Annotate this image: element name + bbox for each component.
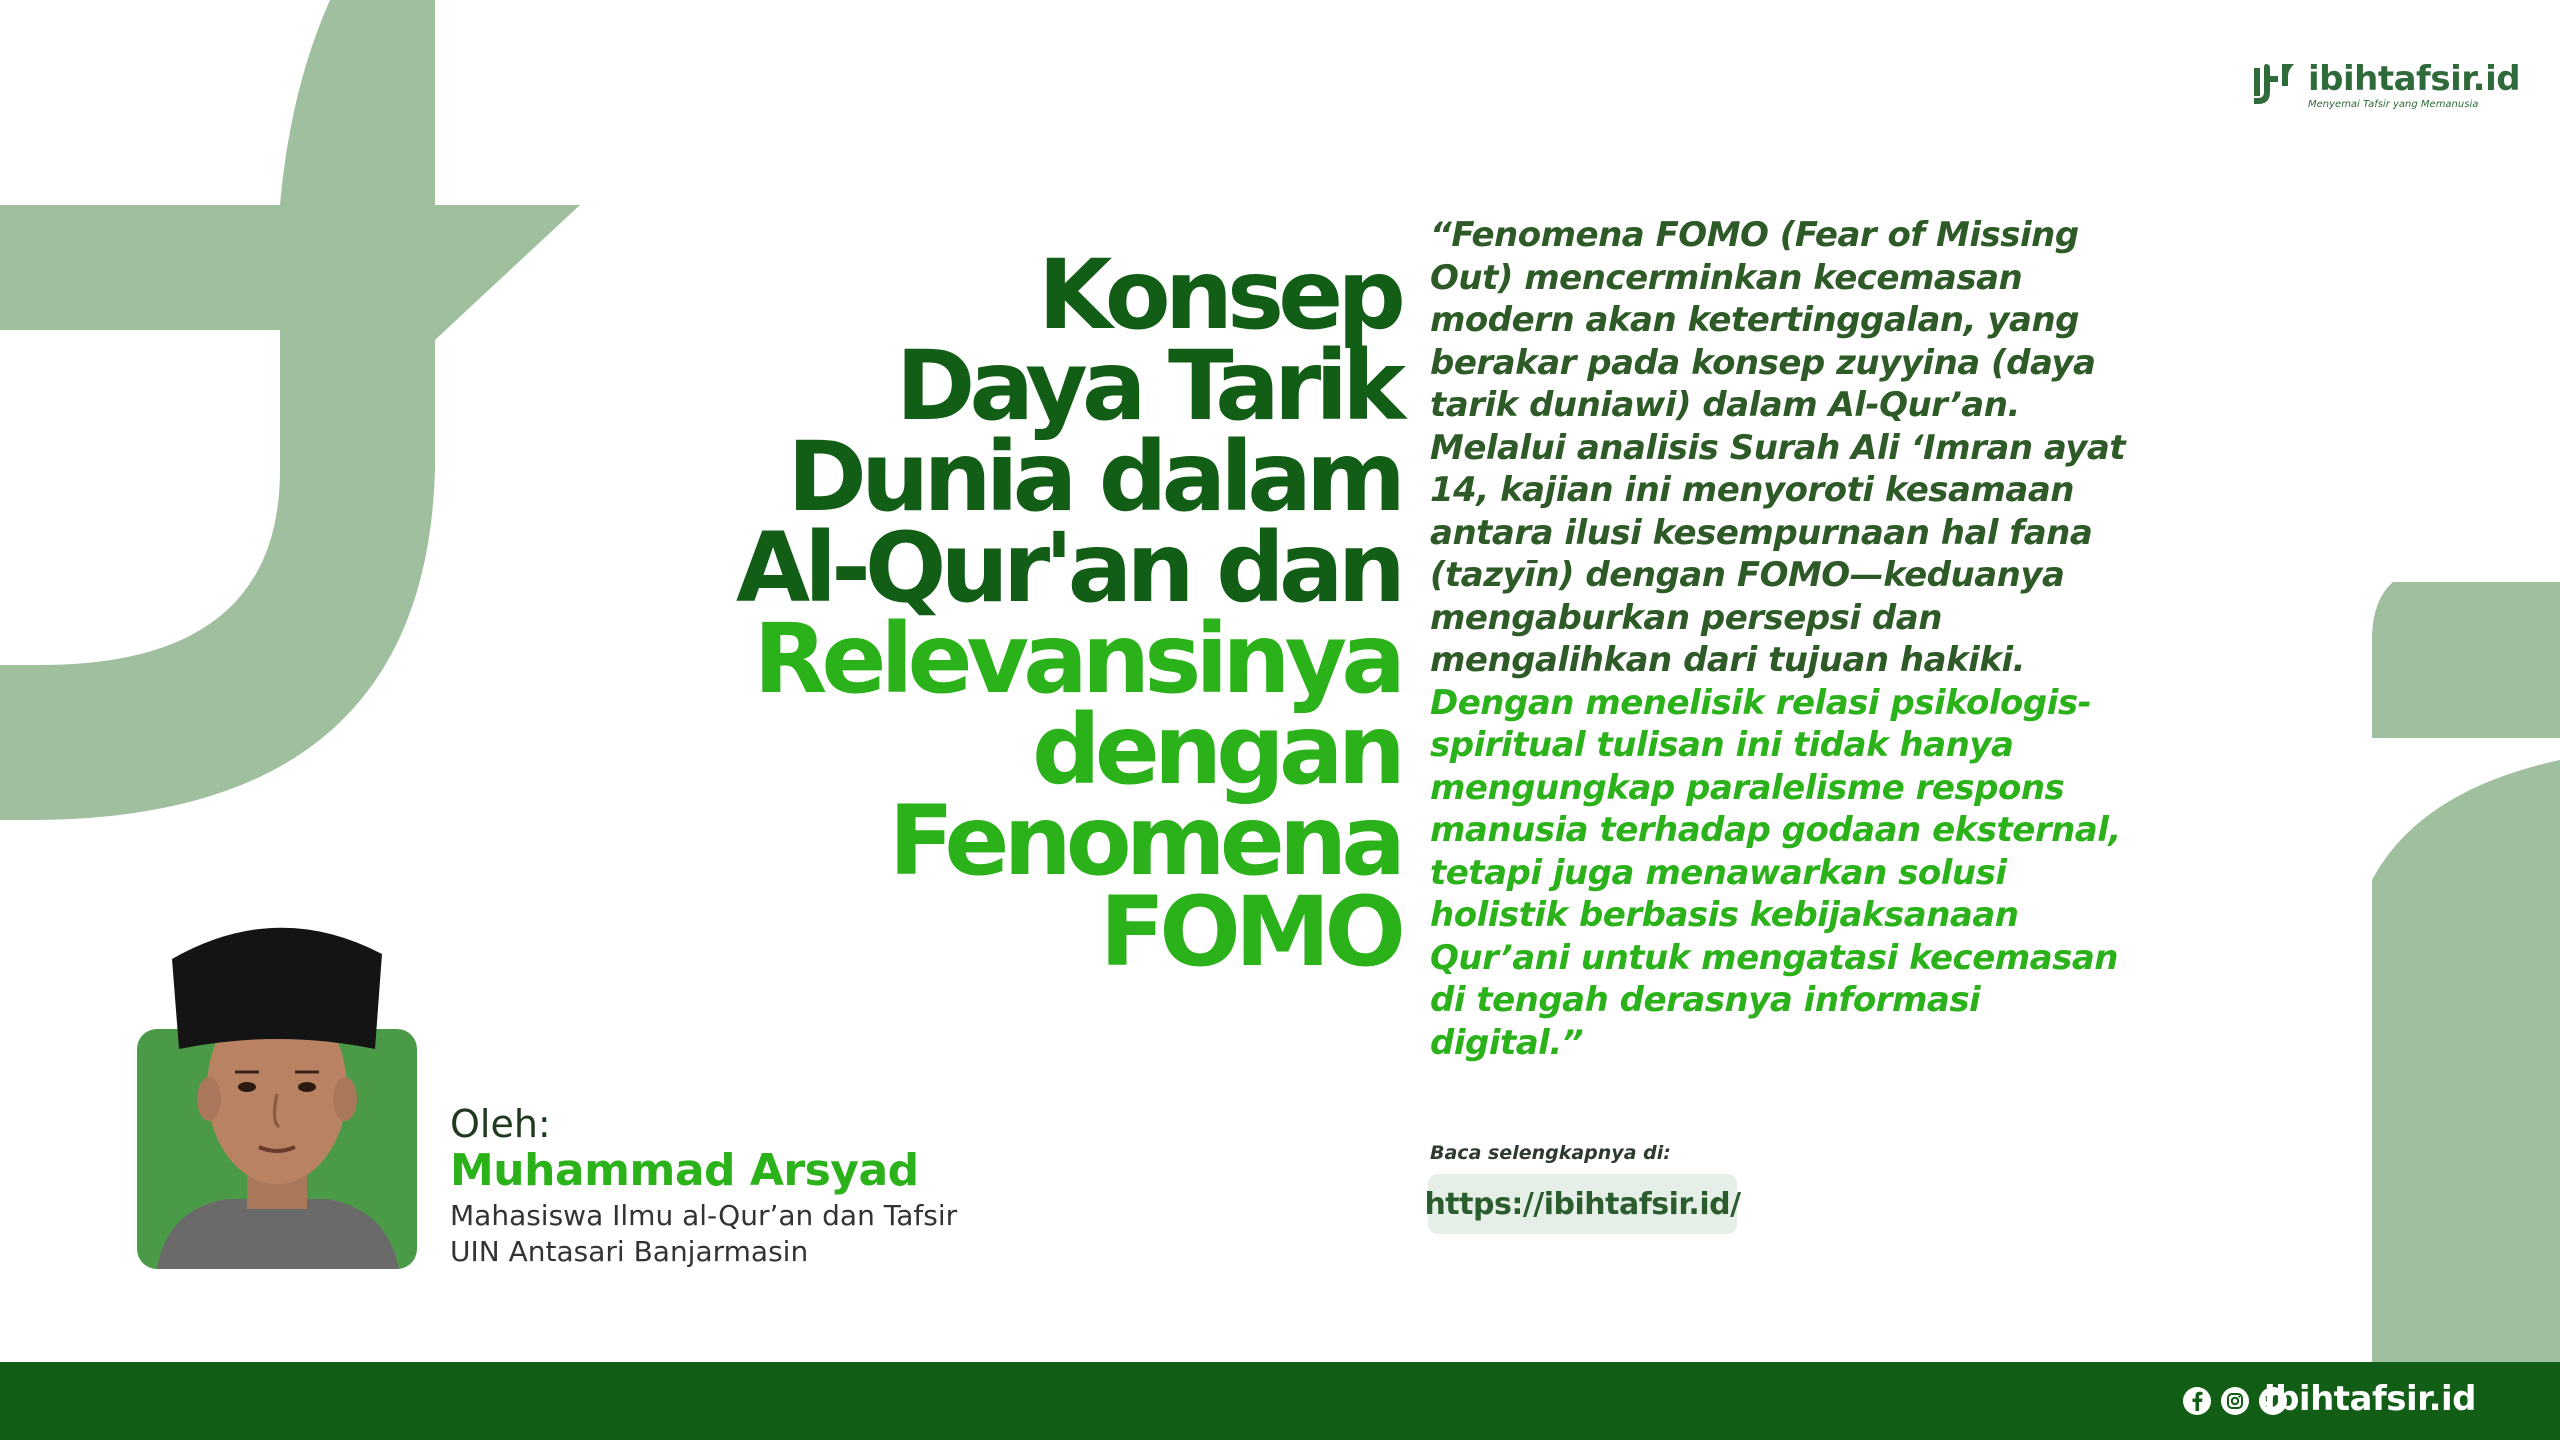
article-title — [735, 239, 1400, 988]
author-prefix: Oleh: — [450, 1102, 551, 1146]
quote-part-1: “Fenomena FOMO (Fear of Missing Out) mencerminkan kecemasan modern akan ketertinggalan, yang berakar pada konsep zuyyina (daya tarik duniawi) dalam Al-Qur’an. Melalui analisis Surah Ali ‘Imran ayat 14, kajian ini menyoroti kesamaan antara ilusi kesempurnaan hal fana (tazyīn) dengan FOMO—keduanya mengaburkan persepsi dan mengalihkan dari tujuan hakiki. — [1430, 215, 2126, 680]
instagram-icon[interactable] — [2220, 1386, 2250, 1416]
author-affiliation-line: UIN Antasari Banjarmasin — [450, 1235, 809, 1268]
title-line: Konsep — [1038, 239, 1400, 351]
title-line: Daya Tarik — [895, 330, 1400, 442]
footer-bar — [0, 1362, 2560, 1440]
title-line: Al-Qur'an dan — [735, 512, 1400, 624]
author-photo — [137, 909, 417, 1269]
author-affiliation-line: Mahasiswa Ilmu al-Qur’an dan Tafsir — [450, 1199, 958, 1232]
author-name: Muhammad Arsyad — [450, 1145, 919, 1196]
article-quote — [1430, 214, 2130, 1064]
title-line-highlight: FOMO — [1099, 876, 1400, 988]
title-line: Dunia dalam — [787, 421, 1400, 533]
logo-name: ibihtafsir.id — [2308, 59, 2521, 99]
title-line-highlight: dengan — [1031, 694, 1400, 806]
author-affiliation — [450, 1198, 957, 1270]
right-brand-shape-top — [2372, 582, 2560, 738]
right-brand-shape-bottom — [2372, 760, 2560, 1362]
left-brand-shape — [0, 0, 580, 820]
article-url[interactable]: https://ibihtafsir.id/ — [1424, 1186, 1741, 1222]
logo-mark-icon — [2248, 60, 2300, 112]
read-more-label: Baca selengkapnya di: — [1430, 1142, 1671, 1164]
footer-site-link[interactable]: ibihtafsir.id — [2263, 1379, 2476, 1419]
facebook-icon[interactable] — [2182, 1386, 2212, 1416]
quote-part-2: Dengan menelisik relasi psikologis-spiritual tulisan ini tidak hanya mengungkap paralelisme respons manusia terhadap godaan eksternal, tetapi juga menawarkan solusi holistik berbasis kebijaksanaan Qur’ani untuk mengatasi kecemasan di tengah derasnya informasi digital.” — [1430, 682, 2121, 1063]
brand-logo[interactable] — [2248, 60, 2520, 112]
title-line-highlight: Relevansinya — [753, 603, 1400, 715]
article-url-button[interactable] — [1424, 1174, 1741, 1234]
title-line-highlight: Fenomena — [888, 785, 1400, 897]
logo-tagline: Menyemai Tafsir yang Memanusia — [2308, 99, 2479, 110]
